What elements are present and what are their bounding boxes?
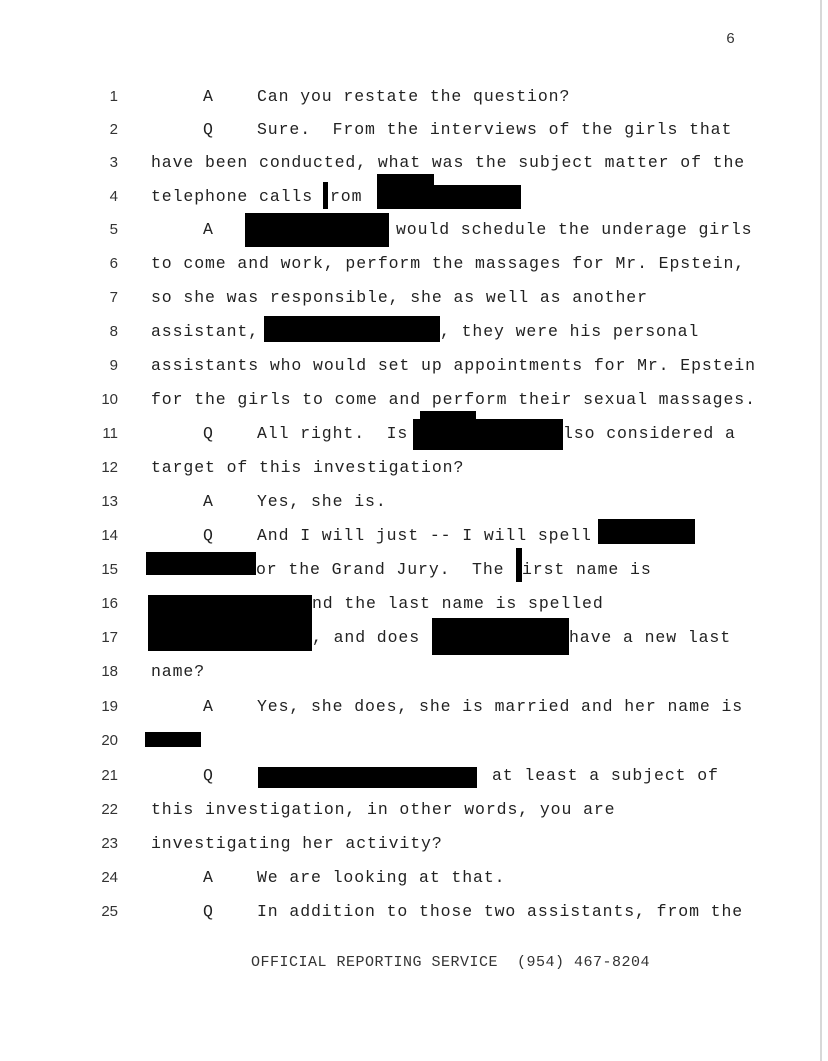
speaker-label: Q <box>203 424 214 443</box>
redaction-box <box>146 552 256 575</box>
line-text: this investigation, in other words, you are <box>151 800 616 819</box>
transcript-line <box>0 696 828 722</box>
line-number: 23 <box>101 835 118 852</box>
redaction-box <box>258 767 477 788</box>
transcript-line <box>0 593 828 619</box>
line-text: name? <box>151 662 206 681</box>
line-text: lso considered a <box>563 424 736 443</box>
line-number: 2 <box>109 121 118 138</box>
line-number: 3 <box>109 154 118 171</box>
transcript-line <box>0 287 828 313</box>
redaction-box <box>148 595 312 651</box>
line-text: so she was responsible, she as well as another <box>151 288 648 307</box>
line-text: assistants who would set up appointments for Mr. Epstein <box>151 356 756 375</box>
line-number: 12 <box>101 459 118 476</box>
line-text: , they were his personal <box>440 322 700 341</box>
line-text: In addition to those two assistants, from the <box>257 902 744 921</box>
redaction-box <box>413 419 563 450</box>
transcript-line <box>0 253 828 279</box>
line-text: investigating her activity? <box>151 834 443 853</box>
transcript-line <box>0 119 828 145</box>
line-text: to come and work, perform the massages for Mr. Epstein, <box>151 254 746 273</box>
line-number: 22 <box>101 801 118 818</box>
line-number: 6 <box>109 255 118 272</box>
line-text: nd the last name is spelled <box>312 594 604 613</box>
redaction-box <box>598 519 695 544</box>
line-text: irst name is <box>522 560 652 579</box>
speaker-label: Q <box>203 766 214 785</box>
transcript-line <box>0 901 828 927</box>
speaker-label: Q <box>203 526 214 545</box>
redaction-box <box>323 182 328 209</box>
line-text: assistant, <box>151 322 260 341</box>
line-text: would schedule the underage girls <box>396 220 753 239</box>
line-text: rom <box>330 187 363 206</box>
line-number: 18 <box>101 663 118 680</box>
line-number: 25 <box>101 903 118 920</box>
line-text: Can you restate the question? <box>257 87 571 106</box>
speaker-label: A <box>203 492 214 511</box>
speaker-label: Q <box>203 120 214 139</box>
redaction-box <box>432 618 569 655</box>
line-number: 16 <box>101 595 118 612</box>
speaker-label: A <box>203 87 214 106</box>
line-number: 21 <box>101 767 118 784</box>
redaction-box <box>245 213 389 247</box>
speaker-label: A <box>203 220 214 239</box>
line-text: We are looking at that. <box>257 868 506 887</box>
transcript-line <box>0 799 828 825</box>
transcript-line <box>0 627 828 653</box>
transcript-line <box>0 355 828 381</box>
transcript-line <box>0 867 828 893</box>
transcript-line <box>0 86 828 112</box>
line-number: 13 <box>101 493 118 510</box>
transcript-line <box>0 219 828 245</box>
line-text: All right. Is <box>257 424 409 443</box>
transcript-line <box>0 559 828 585</box>
line-text: Sure. From the interviews of the girls that <box>257 120 733 139</box>
line-text: at least a subject of <box>492 766 719 785</box>
redaction-box <box>145 732 201 747</box>
line-text: Yes, she is. <box>257 492 387 511</box>
line-number: 8 <box>109 323 118 340</box>
line-text: Yes, she does, she is married and her name is <box>257 697 744 716</box>
line-text: target of this investigation? <box>151 458 465 477</box>
transcript-line <box>0 661 828 687</box>
line-text: , and does <box>312 628 421 647</box>
line-number: 9 <box>109 357 118 374</box>
line-number: 4 <box>109 188 118 205</box>
redaction-box <box>377 185 521 209</box>
line-text: have been conducted, what was the subject matter of the <box>151 153 746 172</box>
transcript-line <box>0 389 828 415</box>
page-number: 6 <box>726 31 736 48</box>
line-number: 5 <box>109 221 118 238</box>
line-number: 17 <box>101 629 118 646</box>
line-number: 24 <box>101 869 118 886</box>
line-text: And I will just -- I will spell <box>257 526 592 545</box>
line-text: for the girls to come and perform their sexual massages. <box>151 390 756 409</box>
line-number: 11 <box>102 425 118 442</box>
transcript-line <box>0 457 828 483</box>
transcript-line <box>0 730 828 756</box>
line-number: 14 <box>101 527 118 544</box>
line-number: 1 <box>109 88 118 105</box>
redaction-box <box>264 316 440 342</box>
speaker-label: Q <box>203 902 214 921</box>
line-number: 7 <box>109 289 118 306</box>
transcript-line <box>0 491 828 517</box>
line-number: 15 <box>101 561 118 578</box>
footer-reporting-service: OFFICIAL REPORTING SERVICE (954) 467-8204 <box>251 954 651 971</box>
line-text: have a new last <box>569 628 732 647</box>
line-text: or the Grand Jury. The <box>256 560 505 579</box>
redaction-box <box>516 548 522 582</box>
line-number: 10 <box>101 391 118 408</box>
transcript-line <box>0 525 828 551</box>
speaker-label: A <box>203 868 214 887</box>
speaker-label: A <box>203 697 214 716</box>
transcript-line <box>0 833 828 859</box>
line-number: 20 <box>101 732 118 749</box>
line-text: telephone calls <box>151 187 314 206</box>
line-number: 19 <box>101 698 118 715</box>
